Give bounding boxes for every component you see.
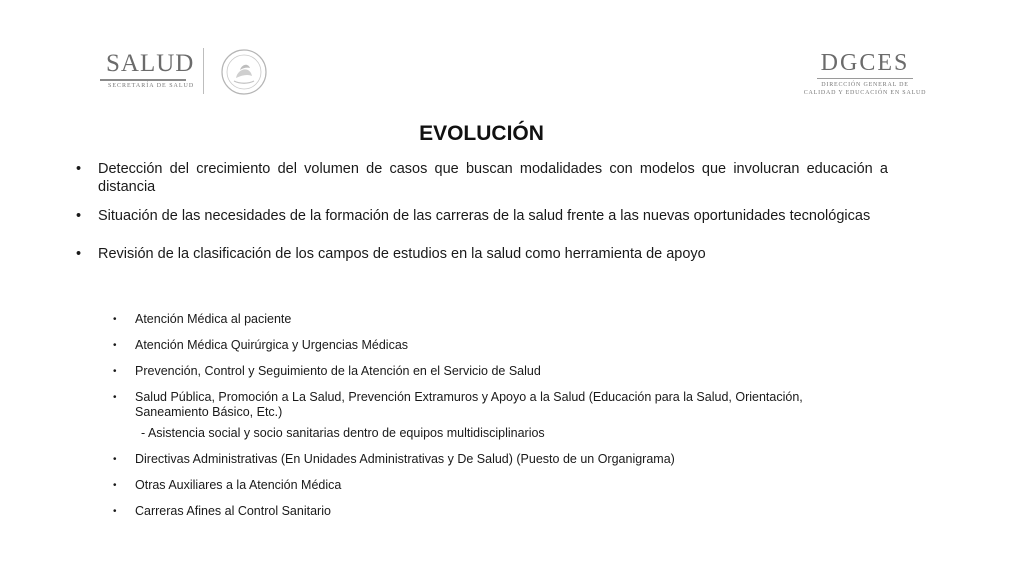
sub-bullet-text: Salud Pública, Promoción a La Salud, Prevención Extramuros y Apoyo a la Salud (Educación para la Salud, Orientación, Saneamiento Básico, Etc.) [135, 390, 803, 419]
salud-logo-subtitle: SECRETARÍA DE SALUD [108, 83, 195, 89]
main-bullet-text: Situación de las necesidades de la formación de las carreras de la salud frente a las nuevas oportunidades tecnológicas [98, 208, 871, 224]
sub-bullet-item [113, 478, 833, 493]
sub-bullet-note: - Asistencia social y socio sanitarias dentro de equipos multidisciplinarios [141, 426, 545, 440]
dgces-logo [800, 50, 930, 102]
sub-bullet-item [113, 312, 833, 327]
dgces-logo-rule [817, 78, 913, 79]
salud-logo [92, 44, 282, 100]
bullet-dot: • [113, 506, 117, 517]
bullet-dot: • [113, 340, 117, 351]
dgces-logo-subtitle-1: DIRECCIÓN GENERAL DE [821, 82, 909, 88]
national-seal-icon [220, 48, 268, 96]
dgces-logo-subtitle-2: CALIDAD Y EDUCACIÓN EN SALUD [803, 90, 927, 96]
dgces-logo-word: DGCES [820, 50, 910, 76]
sub-bullet-item [113, 452, 833, 467]
sub-bullet-text: Otras Auxiliares a la Atención Médica [135, 478, 342, 492]
sub-bullet-text: Atención Médica Quirúrgica y Urgencias Médicas [135, 338, 409, 352]
main-bullet-item [76, 245, 888, 263]
sub-bullet-text: Prevención, Control y Seguimiento de la Atención en el Servicio de Salud [135, 364, 541, 378]
slide-title: EVOLUCIÓN [419, 122, 544, 145]
bullet-dot: • [113, 366, 117, 377]
bullet-dot: • [113, 314, 117, 325]
salud-logo-rule [100, 79, 186, 81]
sub-bullet-text: Carreras Afines al Control Sanitario [135, 504, 331, 518]
main-bullet-text: Revisión de la clasificación de los campos de estudios en la salud como herramienta de apoyo [98, 246, 706, 262]
main-bullet-text: Detección del crecimiento del volumen de casos que buscan modalidades con modelos que involucran educación a distancia [98, 161, 888, 195]
bullet-dot: • [113, 454, 117, 465]
bullet-dot: • [76, 161, 82, 177]
sub-bullet-item [113, 338, 833, 353]
sub-bullet-item [113, 504, 833, 519]
main-bullet-item [76, 160, 888, 196]
bullet-dot: • [113, 480, 117, 491]
bullet-dot: • [113, 392, 117, 403]
sub-bullet-text: Atención Médica al paciente [135, 312, 292, 326]
bullet-dot: • [76, 246, 82, 262]
salud-logo-word: SALUD [106, 50, 195, 77]
sub-bullet-text: Directivas Administrativas (En Unidades Administrativas y De Salud) (Puesto de un Organigrama) [135, 452, 675, 466]
sub-bullet-item [113, 364, 833, 379]
bullet-dot: • [76, 208, 82, 224]
sub-bullet-item [113, 390, 833, 420]
main-bullet-item [76, 207, 888, 225]
sub-bullet-list [113, 312, 833, 530]
main-bullet-list [76, 160, 888, 263]
logo-divider [203, 48, 204, 94]
